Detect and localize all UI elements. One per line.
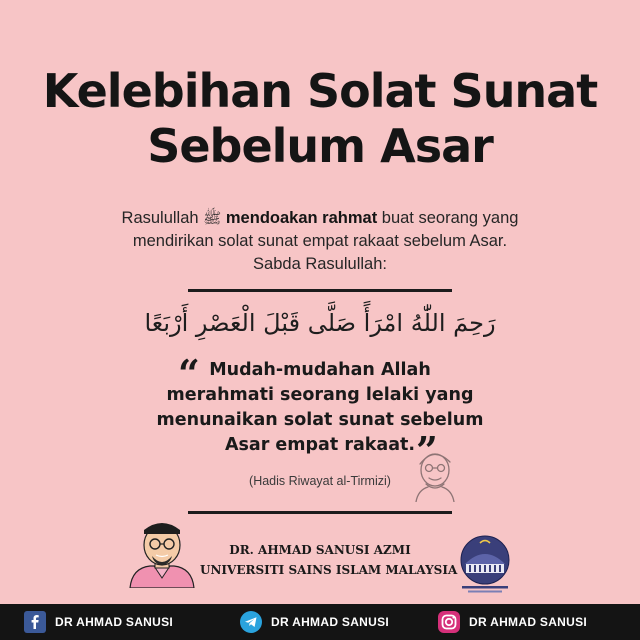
telegram-label: DR AHMAD SANUSI (271, 615, 390, 629)
author-institution: UNIVERSITI SAINS ISLAM MALAYSIA (200, 563, 458, 577)
quote-line-3: menunaikan solat sunat sebelum (156, 410, 484, 430)
page-title (0, 64, 640, 174)
salawat-glyph: ﷺ (203, 209, 222, 227)
footer-bar (0, 604, 640, 640)
title-line-2: Sebelum Asar (147, 119, 493, 173)
facebook-label: DR AHMAD SANUSI (55, 615, 174, 629)
faint-portrait-sketch (398, 440, 470, 502)
hadith-source: (Hadis Riwayat al-Tirmizi) (249, 474, 391, 488)
telegram-link[interactable] (240, 611, 389, 633)
instagram-label: DR AHMAD SANUSI (469, 615, 588, 629)
arabic-hadith: رَحِمَ اللّٰهُ امْرَأً صَلَّى قَبْلَ الْعَصْرِ أَرْبَعًا (144, 309, 496, 337)
telegram-icon (240, 611, 262, 633)
title-line-1: Kelebihan Solat Sunat (42, 64, 598, 118)
facebook-icon (24, 611, 46, 633)
intro-line-2: mendirikan solat sunat empat rakaat sebelum Asar. (132, 232, 508, 250)
intro-part-2: buat seorang yang (377, 209, 519, 227)
intro-text (60, 207, 580, 276)
author-name: DR. AHMAD SANUSI AZMI (229, 543, 411, 557)
university-logo-icon (452, 530, 518, 596)
open-quote-mark: “ (178, 351, 200, 396)
divider-top (188, 289, 452, 292)
quote-line-2: merahmati seorang lelaki yang (166, 385, 474, 405)
intro-line-3: Sabda Rasulullah: (253, 255, 387, 273)
author-block (200, 540, 458, 580)
facebook-link[interactable] (24, 611, 173, 633)
intro-part-1: Rasulullah (121, 209, 204, 227)
intro-line-1 (60, 207, 580, 230)
instagram-link[interactable] (438, 611, 587, 633)
author-caricature (124, 512, 200, 588)
intro-bold: mendoakan rahmat (225, 209, 378, 227)
quote-line-1: Mudah-mudahan Allah (209, 360, 431, 380)
quote-line-4: Asar empat rakaat. (224, 435, 416, 455)
instagram-icon (438, 611, 460, 633)
close-quote-mark: ” (416, 428, 438, 473)
divider-bottom (188, 511, 452, 514)
